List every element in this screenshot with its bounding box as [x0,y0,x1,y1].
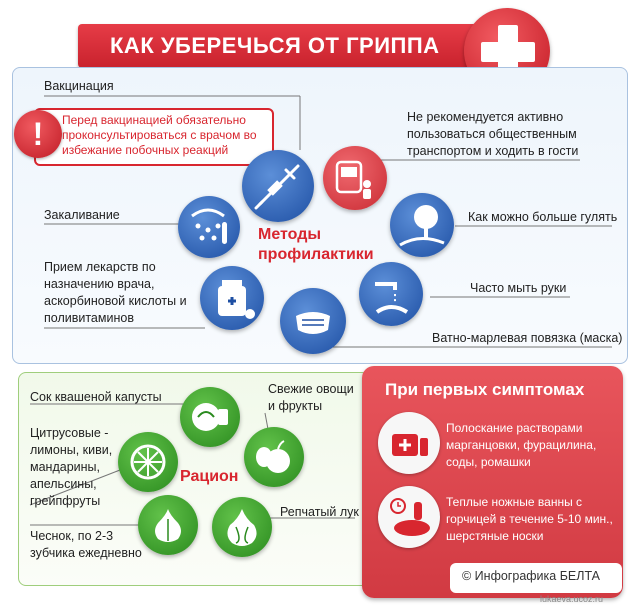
medicine-label: Прием лекарств по назначению врача, аскорбиновой кислоты и поливитаминов [44,260,187,325]
diet-title: Рацион [180,468,239,485]
bus-icon [323,146,387,210]
foot-bath-icon [378,486,440,548]
tree-icon [390,193,454,257]
garlic-label: Чеснок, по 2-3 зубчика ежедневно [30,529,142,560]
mask-icon [280,288,346,354]
walk-label: Как можно больше гулять [468,210,618,224]
mask-label: Ватно-марлевая повязка (маска) [432,331,623,345]
vaccination-label: Вакцинация [44,79,114,93]
syringe-icon [242,150,314,222]
garlic-icon [138,495,198,555]
wash-hands-icon [359,262,423,326]
methods-title: Методы профилактики [258,226,374,263]
shower-icon [178,196,240,258]
warning-text: Перед вакцинацией обязательно проконсультироваться с врачом во избежание побочных реакций [62,113,257,157]
bath-text: Теплые ножные ванны с горчицей в течение 5-10 мин., шерстяные носки [446,495,613,543]
symptoms-title: При первых симптомах [385,380,585,399]
hardening-label: Закаливание [44,208,120,222]
rinse-text: Полоскание растворами марганцовки, фурацилина, соды, ромашки [446,421,597,469]
sauerkraut-label: Сок квашеной капусты [30,390,162,404]
wash-hands-label: Часто мыть руки [470,281,567,295]
first-aid-kit-icon [378,412,440,474]
exclamation-icon: ! [32,116,44,152]
fruit-icon [244,427,304,487]
citrus-label: Цитрусовые - лимоны, киви, мандарины, апельсины, грейпфруты [30,426,113,508]
onion-label: Репчатый лук [280,505,359,519]
cabbage-icon [180,387,240,447]
footer-watermark: lukaeva.ucoz.ru [540,594,604,604]
transport-label: Не рекомендуется активно пользоваться общественным транспортом и ходить в гости [407,110,579,158]
page-title: КАК УБЕРЕЧЬСЯ ОТ ГРИППА [110,33,440,58]
onion-icon [212,497,272,557]
citrus-icon [118,432,178,492]
vegetables-label: Свежие овощи и фрукты [268,382,354,413]
pills-icon [200,266,264,330]
credit-text: © Инфографика БЕЛТА [462,569,601,583]
